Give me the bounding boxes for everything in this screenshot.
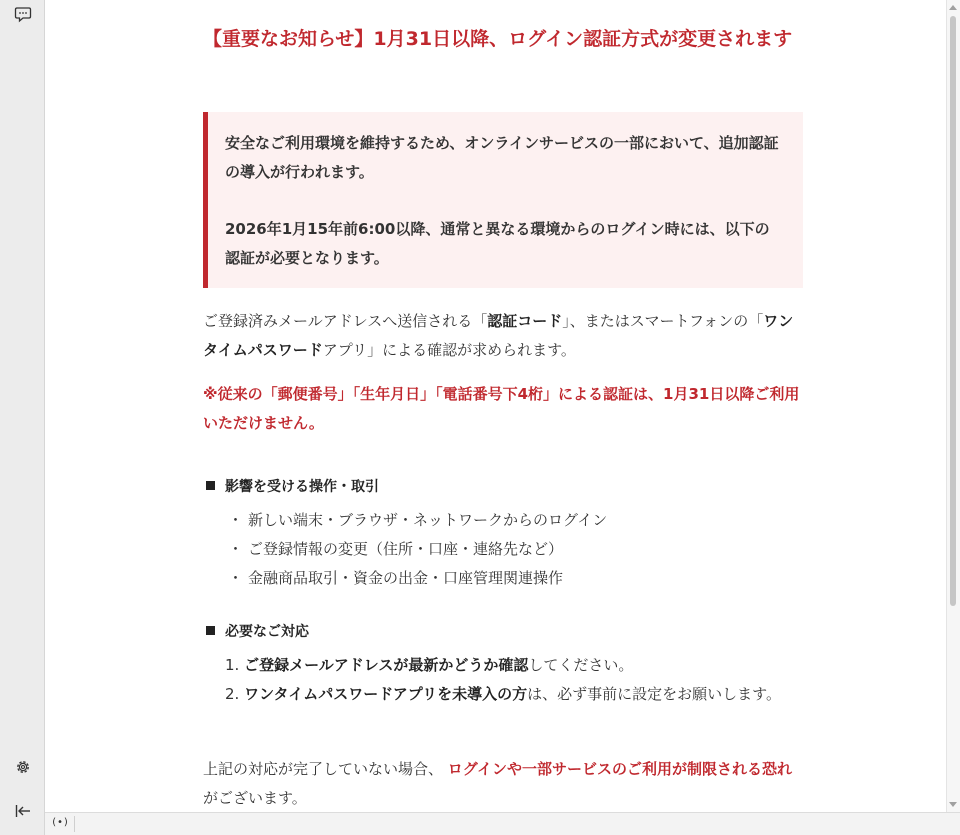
notice-box [203, 112, 803, 288]
step-number: 2. [225, 685, 240, 703]
notice-paragraph-2: 2026年1月15年前6:00以降、通常と異なる環境からのログイン時には、以下の認証が必要となります。 [225, 220, 770, 267]
status-bar [45, 812, 960, 835]
intro-bold-2: ワンタイムパスワード [203, 312, 794, 359]
list-bullet: ・ [228, 540, 244, 558]
step-item [225, 680, 785, 709]
section-heading-actions-label: 必要なご対応 [225, 624, 309, 640]
intro-bold-1: 認証コード [487, 312, 563, 330]
step-rest: は、必ず事前に設定をお願いします。 [527, 685, 781, 703]
step-item [225, 651, 785, 680]
notice-paragraph-1: 安全なご利用環境を維持するため、オンラインサービスの一部において、追加認証の導入が行われます。 [225, 134, 779, 181]
broadcast-icon[interactable]: (•) [51, 817, 70, 828]
list-item [228, 506, 607, 535]
page-title: 【重要なお知らせ】1月31日以降、ログイン認証方式が変更されます [203, 28, 793, 50]
intro-text-1: ご登録済みメールアドレスへ送信される「 [203, 312, 488, 330]
closing-text-2: がございます。 [203, 789, 307, 807]
step-bold: ワンタイムパスワードアプリを未導入の方 [244, 685, 528, 703]
left-sidebar [0, 0, 45, 835]
intro-paragraph [203, 307, 803, 365]
status-divider [74, 816, 75, 832]
affected-list [228, 506, 607, 593]
intro-text-2: 」、またはスマートフォンの「 [562, 312, 764, 330]
section-heading-actions [206, 621, 309, 641]
list-item-text: 新しい端末・ブラウザ・ネットワークからのログイン [248, 511, 608, 529]
list-item [228, 564, 607, 593]
section-heading-affected [206, 476, 379, 496]
step-bold: ご登録メールアドレスが最新かどうか確認 [244, 656, 529, 674]
section-heading-affected-label: 影響を受ける操作・取引 [225, 479, 379, 495]
square-bullet-icon [206, 626, 215, 635]
chat-bubble-icon[interactable] [12, 4, 34, 26]
list-item-text: 金融商品取引・資金の出金・口座管理関連操作 [248, 569, 564, 587]
intro-text-3: アプリ」による確認が求められます。 [322, 341, 576, 359]
closing-warning: ログインや一部サービスのご利用が制限される恐れ [447, 760, 793, 778]
warning-text: ※従来の「郵便番号」「生年月日」「電話番号下4桁」による認証は、1月31日以降ご利用いただけません。 [203, 385, 800, 432]
list-item [228, 535, 607, 564]
gear-icon[interactable] [12, 756, 34, 778]
scroll-down-arrow-icon[interactable] [949, 802, 957, 807]
step-rest: してください。 [528, 656, 634, 674]
closing-paragraph [203, 755, 803, 813]
square-bullet-icon [206, 481, 215, 490]
list-item-text: ご登録情報の変更（住所・口座・連絡先など） [248, 540, 564, 558]
closing-text-1: 上記の対応が完了していない場合、 [203, 760, 448, 778]
step-number: 1. [225, 656, 240, 674]
actions-list [225, 651, 785, 709]
list-bullet: ・ [228, 511, 244, 529]
scrollbar-thumb[interactable] [950, 16, 956, 606]
list-bullet: ・ [228, 569, 244, 587]
collapse-sidebar-icon[interactable] [12, 800, 34, 822]
scroll-up-arrow-icon[interactable] [949, 5, 957, 10]
vertical-scrollbar[interactable] [946, 0, 960, 812]
